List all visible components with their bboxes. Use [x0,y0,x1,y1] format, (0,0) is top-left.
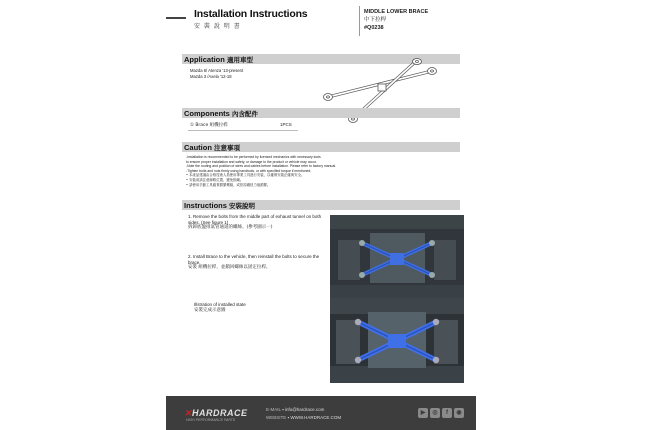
brand-tagline: HIGH PERFORMANCE PARTS [186,418,236,422]
step-text-en: 2. Install Brace to the vehicle, then reinstall the bolts to secure the brace. [188,254,320,265]
caution-line: • 請使用手動工具確實鎖緊螺絲，或依原廠扭力值鎖緊。 [186,182,271,187]
caution-line: • 安裝前請注意線路位置，避免損壞。 [186,177,244,182]
installation-photo-2 [330,298,464,383]
caution-heading-zh: 注意事項 [214,144,241,152]
underbody-photo-1 [330,215,464,300]
step-text-en: 1. Remove the bolts from the middle part of exhaust tunnel on both sides. (See figure 1) [188,214,322,225]
facebook-icon[interactable]: f [442,408,452,418]
installation-photo-1 [330,215,464,300]
underbody-photo-2 [330,298,464,383]
component-name: Brace 組機拉桿 [195,123,228,128]
page-subtitle-zh: 安 裝 說 明 書 [194,23,241,30]
application-list [190,68,243,80]
product-info [364,8,428,32]
caution-line: to ensure proper installation and safety, or damage to the product or vehicle may occur. [186,159,317,164]
caution-line: • 本產品建議由合格技術人員使用專業工具進行安裝，以確保安裝正確與安全。 [186,173,305,178]
instruction-step-1 [188,214,328,231]
component-qty: 1PCS [280,122,292,127]
email-link[interactable]: info@hardrace.com [284,407,325,412]
contact-info: E-MAIL ▪ info@hardrace.com WEBSITE ▪ WWW.HARDRACE.COM [266,407,342,420]
step-text-zh: 安裝 組機拉桿，並鎖回螺絲以固定拉桿。 [188,265,271,271]
website-label: WEBSITE [266,415,287,420]
components-heading-en: Components [184,109,230,118]
page-title: Installation Instructions [194,8,308,20]
illustration-caption-zh: 安裝完成示意圖 [194,307,226,313]
product-name-zh: 中下拉桿 [364,17,387,23]
instruction-step-2 [188,254,328,271]
vehicle-item: Mazda 6/ Atenza '13-present [190,68,244,73]
illustration-caption-en: Illstration of installed state [194,302,246,307]
youtube-icon[interactable]: ▶ [418,408,428,418]
website-link[interactable]: WWW.HARDRACE.COM [290,415,342,420]
caution-list [186,155,356,187]
application-heading-en: Application [184,55,225,64]
brand-logo: ✕HARDRACE [184,408,248,418]
footer [166,396,476,430]
component-index: ① [190,122,195,127]
caution-line: -Tighten bolts and nuts firmly using handtools, or with specified torque if mentioned. [186,168,312,173]
component-underline [188,130,298,131]
product-name: MIDDLE LOWER BRACE [364,9,429,15]
components-heading [184,109,258,118]
header-divider [359,6,360,36]
instruction-sheet [166,0,476,430]
illustration-caption [194,302,334,313]
caution-heading-en: Caution [184,143,212,152]
part-number: #Q0238 [364,25,384,31]
email-label: E-MAIL [266,407,281,412]
instagram-icon[interactable]: ◎ [430,408,440,418]
caution-heading [184,143,240,152]
application-heading [184,55,253,64]
instructions-heading [184,201,255,210]
step-text-zh: 拆卸底盤排氣管通道的螺絲。(參考圖示一) [188,225,273,231]
wechat-icon[interactable]: ◉ [454,408,464,418]
components-heading-zh: 內含配件 [231,110,258,118]
caution-line: -Note the routing and position of wires and cables before installation. Please refer to factory manual. [186,164,337,169]
instructions-heading-zh: 安裝說明 [229,202,256,210]
vehicle-item: Mazda 3 /Axela '12-18 [190,74,232,79]
component-item [190,122,390,128]
application-heading-zh: 適用車型 [226,56,253,64]
header-rule [166,17,186,19]
caution-line: -Installation is recommended to be performed by licensed mechanics with necessary tools [186,155,321,159]
logo-x-mark: ✕ [184,408,193,418]
instructions-heading-en: Instructions [184,201,227,210]
